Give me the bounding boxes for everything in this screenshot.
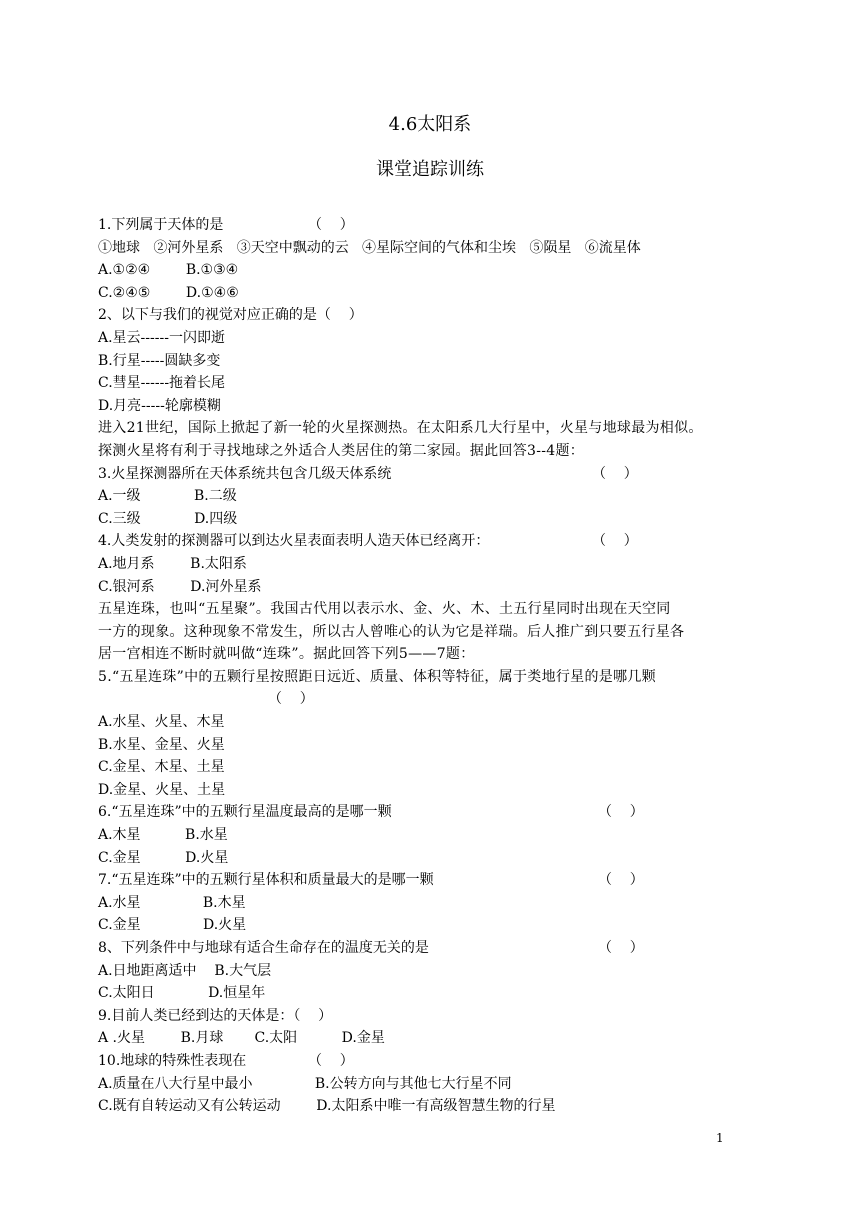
- text-line: [98, 282, 758, 305]
- text-line: [98, 530, 758, 553]
- text-line: [98, 847, 758, 870]
- line-text: 6.“五星连珠”中的五颗行星温度最高的是哪一颗: [98, 804, 392, 821]
- text-line: [98, 576, 758, 599]
- text-line: [98, 237, 758, 260]
- text-line: [98, 395, 758, 418]
- question-list: [98, 214, 758, 1118]
- answer-blank: （ ）: [598, 872, 644, 889]
- answer-blank: （ ）: [592, 465, 638, 482]
- line-text: 2、以下与我们的视觉对应正确的是（ ）: [98, 307, 363, 324]
- text-line: [98, 937, 758, 960]
- text-line: [98, 1027, 758, 1050]
- text-line: [98, 711, 758, 734]
- line-text: A.水星、火星、木星: [98, 714, 225, 731]
- text-line: [98, 508, 758, 531]
- line-text: C.金星 D.火星: [98, 917, 247, 934]
- line-text: A .火星 B.月球 C.太阳 D.金星: [98, 1030, 385, 1047]
- line-text: 一方的现象。这种现象不常发生，所以古人曾唯心的认为它是祥瑞。后人推广到只要五行星各: [98, 623, 685, 640]
- text-line: [98, 372, 758, 395]
- text-line: [98, 621, 758, 644]
- line-text: A.质量在八大行星中最小 B.公转方向与其他七大行星不同: [98, 1075, 512, 1092]
- text-line: [98, 304, 758, 327]
- text-line: [98, 417, 758, 440]
- line-text: 8、下列条件中与地球有适合生命存在的温度无关的是: [98, 940, 429, 956]
- text-line: [98, 801, 758, 824]
- line-text: 9.目前人类已经到达的天体是：（ ）: [98, 1007, 333, 1024]
- line-text: 进入21世纪，国际上掀起了新一轮的火星探测热。在太阳系几大行星中，火星与地球最为相似。: [98, 420, 703, 437]
- answer-blank: （ ）: [592, 533, 638, 550]
- line-text: A.水星 B.木星: [98, 894, 246, 911]
- line-text: C.金星 D.火星: [98, 849, 229, 866]
- text-line: [98, 1005, 758, 1028]
- line-text: 10.地球的特殊性表现在: [98, 1052, 247, 1069]
- text-line: [98, 259, 758, 282]
- line-text: A.一级 B.二级: [98, 488, 237, 505]
- answer-blank: （ ）: [598, 940, 644, 956]
- text-line: [98, 1050, 758, 1073]
- answer-blank: （ ）: [268, 691, 314, 708]
- text-line: [98, 485, 758, 508]
- text-line: [98, 688, 758, 711]
- text-line: [98, 643, 758, 666]
- page-subtitle: 课堂追踪训练: [376, 159, 484, 180]
- text-line: [98, 869, 758, 892]
- line-text: C.②④⑤ D.①④⑥: [98, 284, 239, 301]
- text-line: [98, 350, 758, 373]
- text-line: [98, 327, 758, 350]
- text-line: [98, 440, 758, 463]
- line-text: B.行星-----圆缺多变: [98, 352, 221, 369]
- line-text: D.月亮-----轮廓模糊: [98, 397, 221, 414]
- line-text: 4.人类发射的探测器可以到达火星表面表明人造天体已经离开：: [98, 533, 490, 550]
- line-text: C.三级 D.四级: [98, 510, 238, 527]
- line-text: C.金星、木星、土星: [98, 759, 225, 776]
- text-line: [98, 734, 758, 757]
- text-line: [98, 666, 758, 689]
- text-line: [98, 779, 758, 802]
- answer-blank: （ ）: [308, 1052, 354, 1069]
- line-text: C.太阳日 D.恒星年: [98, 985, 266, 1002]
- text-line: [98, 824, 758, 847]
- text-line: [98, 553, 758, 576]
- text-line: [98, 960, 758, 983]
- text-line: [98, 1095, 758, 1118]
- text-line: [98, 914, 758, 937]
- text-line: [98, 598, 758, 621]
- text-line: [98, 463, 758, 486]
- line-text: 5.“五星连珠”中的五颗行星按照距日远近、质量、体积等特征，属于类地行星的是哪几颗: [98, 668, 656, 685]
- answer-blank: （ ）: [598, 804, 644, 821]
- line-text: 1.下列属于天体的是: [98, 217, 224, 233]
- answer-blank: （ ）: [308, 217, 354, 233]
- line-text: A.星云------一闪即逝: [98, 329, 225, 346]
- line-text: 3.火星探测器所在天体系统共包含几级天体系统: [98, 465, 392, 482]
- line-text: C.彗星------拖着长尾: [98, 375, 226, 392]
- text-line: [98, 892, 758, 915]
- line-text: A.①②④ B.①③④: [98, 262, 239, 279]
- text-line: [98, 756, 758, 779]
- line-text: ①地球 ②河外星系 ③天空中飘动的云 ④星际空间的气体和尘埃 ⑤陨星 ⑥流星体: [98, 239, 641, 256]
- line-text: C.既有自转运动又有公转运动 D.太阳系中唯一有高级智慧生物的行星: [98, 1098, 556, 1115]
- line-text: 居一宫相连不断时就叫做“连珠”。据此回答下列5——7题：: [98, 646, 475, 663]
- line-text: 五星连珠，也叫“五星聚”。我国古代用以表示水、金、火、木、土五行星同时出现在天空同: [98, 601, 671, 618]
- page-title: 4.6太阳系: [388, 114, 472, 135]
- line-text: A.地月系 B.太阳系: [98, 555, 247, 572]
- text-line: [98, 982, 758, 1005]
- text-line: [98, 1073, 758, 1096]
- line-text: 探测火星将有利于寻找地球之外适合人类居住的第二家园。据此回答3--4题：: [98, 442, 585, 459]
- line-text: C.银河系 D.河外星系: [98, 578, 262, 595]
- page-number: 1: [716, 1131, 724, 1145]
- line-text: A.木星 B.水星: [98, 827, 228, 844]
- line-text: 7.“五星连珠”中的五颗行星体积和质量最大的是哪一颗: [98, 872, 434, 889]
- line-text: B.水星、金星、火星: [98, 736, 225, 753]
- line-text: A.日地距离适中 B.大气层: [98, 962, 272, 979]
- text-line: [98, 214, 758, 237]
- line-text: D.金星、火星、土星: [98, 781, 226, 798]
